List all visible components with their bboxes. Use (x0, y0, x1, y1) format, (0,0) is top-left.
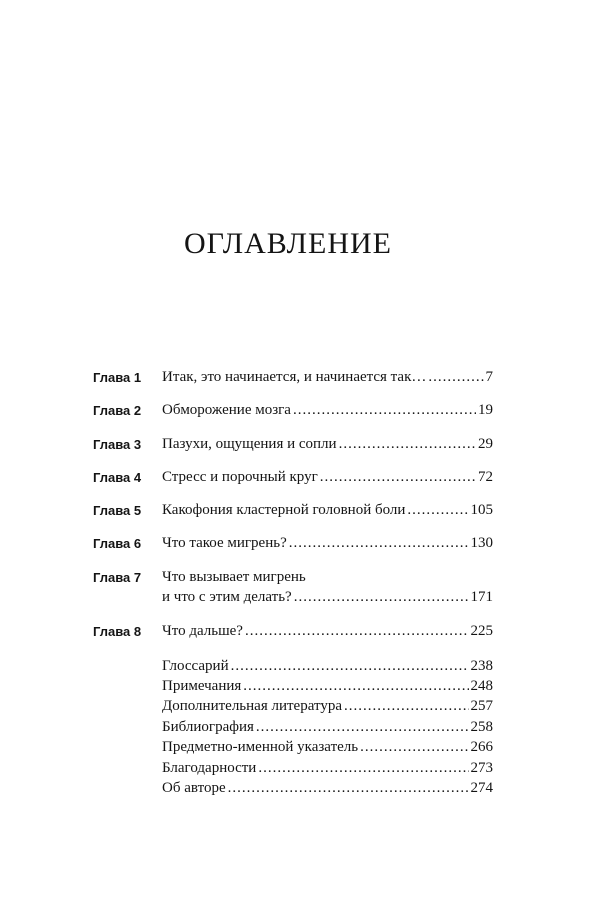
page-number: 171 (470, 589, 493, 605)
entry-title: Предметно-именной указатель (162, 739, 359, 755)
dot-leader (243, 677, 468, 696)
page-number: 29 (478, 436, 493, 452)
page-number: 238 (470, 658, 493, 674)
page-number: 248 (470, 678, 493, 694)
dot-leader (428, 367, 483, 388)
chapter-title-line-1: Что вызывает мигрень (162, 569, 306, 585)
toc-entry-bibliography[interactable] (162, 718, 493, 737)
entry-title: Примечания (162, 678, 242, 694)
dot-leader (294, 587, 469, 608)
toc-entry-glossary[interactable] (162, 657, 493, 676)
dot-leader (245, 621, 469, 642)
chapter-label: Глава 2 (93, 403, 142, 418)
chapter-title: Что дальше? (162, 623, 243, 639)
chapter-title: Какофония кластерной головной боли (162, 502, 406, 518)
chapter-title: Пазухи, ощущения и сопли (162, 436, 337, 452)
dot-leader (289, 533, 469, 554)
page-number: 72 (478, 469, 493, 485)
page-number: 273 (470, 760, 493, 776)
dot-leader (293, 400, 476, 421)
chapter-label: Глава 5 (93, 503, 142, 518)
entry-title: Библиография (162, 719, 254, 735)
dot-leader (320, 467, 476, 488)
entry-title: Об авторе (162, 780, 226, 796)
toc-entry-further-reading[interactable] (162, 697, 493, 716)
page-number: 257 (470, 698, 493, 714)
chapter-label: Глава 4 (93, 470, 142, 485)
toc-entry-acknowledgements[interactable] (162, 759, 493, 778)
chapter-title: Что такое мигрень? (162, 535, 287, 551)
entry-title: Дополнительная литература (162, 698, 342, 714)
chapter-title: Обморожение мозга (162, 402, 291, 418)
page-number: 19 (478, 402, 493, 418)
chapter-title: Итак, это начинается, и начинается так… (162, 369, 427, 385)
dot-leader (228, 779, 469, 798)
chapter-label: Глава 8 (93, 624, 142, 639)
toc-entry-index[interactable] (162, 738, 493, 757)
chapter-label: Глава 3 (93, 437, 142, 452)
toc-entry-notes[interactable] (162, 677, 493, 696)
dot-leader (407, 500, 468, 521)
page-number: 266 (470, 739, 493, 755)
dot-leader (344, 697, 469, 716)
chapter-label: Глава 7 (93, 570, 142, 585)
entry-title: Глоссарий (162, 658, 229, 674)
page-number: 130 (470, 535, 493, 551)
entry-title: Благодарности (162, 760, 257, 776)
chapter-title-line-2: и что с этим делать? (162, 589, 292, 605)
page-title: ОГЛАВЛЕНИЕ (184, 227, 392, 260)
page-number: 274 (470, 780, 493, 796)
dot-leader (258, 759, 468, 778)
page-number: 225 (470, 623, 493, 639)
page-number: 7 (485, 369, 493, 385)
dot-leader (339, 434, 476, 455)
dot-leader (360, 738, 468, 757)
chapter-title: Стресс и порочный круг (162, 469, 318, 485)
chapter-label: Глава 1 (93, 370, 142, 385)
toc-entry-about-author[interactable] (162, 779, 493, 798)
dot-leader (231, 657, 469, 676)
page-number: 105 (470, 502, 493, 518)
dot-leader (256, 718, 469, 737)
chapter-label: Глава 6 (93, 536, 142, 551)
page-number: 258 (470, 719, 493, 735)
